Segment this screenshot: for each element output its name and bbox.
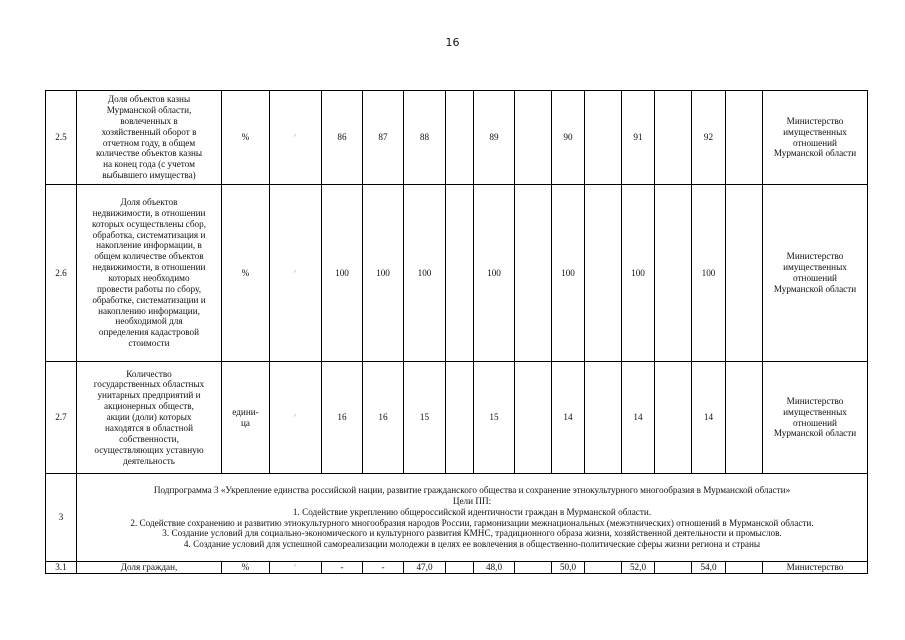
value-cell: 89 bbox=[474, 91, 515, 185]
responsible-body bbox=[763, 362, 868, 474]
responsible-body-line: Мурманской области bbox=[773, 428, 857, 439]
value-cell bbox=[515, 185, 552, 362]
indicator-description-line: акции (доли) которых bbox=[106, 412, 192, 423]
indicators-table bbox=[45, 90, 868, 574]
subprogram-row bbox=[46, 474, 868, 562]
indicator-description bbox=[77, 91, 222, 185]
tick-glyph: ᐟ bbox=[292, 563, 298, 572]
tick-mark-icon bbox=[270, 362, 322, 474]
value-cell: 16 bbox=[363, 362, 404, 474]
unit-cell: % bbox=[222, 91, 270, 185]
value-cell: - bbox=[363, 562, 404, 574]
value-cell: 100 bbox=[363, 185, 404, 362]
value-cell bbox=[515, 362, 552, 474]
value-cell bbox=[655, 362, 692, 474]
indicator-description-line: на конец года (с учетом bbox=[103, 159, 195, 170]
value-cell bbox=[585, 91, 622, 185]
tick-glyph: ᐟ bbox=[292, 413, 298, 422]
indicator-description-line: которых осуществлены сбор, bbox=[91, 218, 207, 229]
value-cell: 86 bbox=[322, 91, 363, 185]
indicator-description-line: деятельность bbox=[123, 455, 175, 466]
value-cell: 14 bbox=[622, 362, 655, 474]
value-cell: 100 bbox=[552, 185, 585, 362]
value-cell: 16 bbox=[322, 362, 363, 474]
responsible-body-line: Министерство bbox=[786, 251, 844, 262]
indicator-description-line: акционерных обществ, bbox=[104, 401, 194, 412]
row-id: 2.5 bbox=[46, 91, 77, 185]
responsible-body-line: отношений bbox=[793, 417, 837, 428]
value-cell: 100 bbox=[404, 185, 446, 362]
indicator-description-line: осуществляющих уставную bbox=[94, 444, 204, 455]
unit-cell: % bbox=[222, 562, 270, 574]
value-cell: 90 bbox=[552, 91, 585, 185]
indicator-description-line: которых необходимо bbox=[108, 273, 190, 283]
value-cell: 100 bbox=[622, 185, 655, 362]
responsible-body-line: Министерство bbox=[786, 115, 844, 126]
indicator-description-line: хозяйственный оборот в bbox=[101, 126, 197, 137]
subprogram-description-line: 1. Содействие укреплению общероссийской идентичности граждан в Мурманской области. bbox=[292, 506, 652, 517]
indicator-description-line: Мурманской области, bbox=[106, 104, 192, 115]
value-cell bbox=[726, 362, 763, 474]
indicator-description-line: обработке, систематизации и bbox=[92, 294, 206, 305]
indicator-description-line: накопление информации, в bbox=[96, 240, 202, 251]
value-cell: 88 bbox=[404, 91, 446, 185]
indicator-description-line: недвижимости, в отношении bbox=[92, 207, 206, 218]
value-cell bbox=[655, 91, 692, 185]
indicator-description bbox=[77, 185, 222, 362]
indicator-description-line: отчетном году, в общем bbox=[102, 137, 196, 148]
subprogram-description-line: 4. Создание условий для успешной самореализации молодежи в целях ее вовлечения в общественно-политические сферы жизни региона и страны bbox=[183, 539, 761, 550]
responsible-body-line: имущественных bbox=[783, 406, 847, 417]
indicator-description-line: обработка, систематизация и bbox=[92, 229, 206, 240]
subprogram-description bbox=[77, 474, 868, 562]
value-cell bbox=[515, 91, 552, 185]
value-cell bbox=[446, 362, 474, 474]
indicator-description-line: недвижимости, в отношении bbox=[92, 262, 206, 273]
unit-cell bbox=[222, 362, 270, 474]
subprogram-description-line: Подпрограмма 3 «Укрепление единства российской нации, развитие гражданского общества и сохранение этнокультурного многообразия в Мурманской области» bbox=[153, 484, 791, 495]
indicator-description-line: Доля объектов казны bbox=[107, 94, 191, 105]
page-number: 16 bbox=[445, 36, 460, 49]
table-row bbox=[46, 91, 868, 185]
value-cell: 92 bbox=[692, 91, 726, 185]
indicator-description-line: находятся в областной bbox=[104, 422, 194, 433]
table-body bbox=[46, 91, 868, 574]
indicator-description-line: количестве объектов казны bbox=[95, 148, 203, 159]
value-cell: 100 bbox=[474, 185, 515, 362]
value-cell: 100 bbox=[692, 185, 726, 362]
unit-cell-line: ца bbox=[241, 417, 250, 428]
value-cell: 54,0 bbox=[692, 562, 726, 574]
responsible-body-line: отношений bbox=[793, 137, 837, 148]
responsible-body-line: Мурманской области bbox=[773, 283, 857, 294]
value-cell bbox=[655, 562, 692, 574]
indicator-description-line: накоплению информации, bbox=[98, 305, 200, 316]
table-row bbox=[46, 562, 868, 574]
tick-glyph: ᐟ bbox=[292, 268, 298, 278]
indicator-description-line: собственности, bbox=[119, 433, 179, 444]
value-cell bbox=[726, 91, 763, 185]
value-cell: 14 bbox=[692, 362, 726, 474]
responsible-body-line: имущественных bbox=[783, 262, 847, 273]
value-cell: 47,0 bbox=[404, 562, 446, 574]
value-cell bbox=[446, 91, 474, 185]
tick-mark-icon bbox=[270, 185, 322, 362]
responsible-body-line: Министерство bbox=[786, 395, 844, 406]
responsible-body-line: отношений bbox=[793, 273, 837, 283]
indicator-description-line: унитарных предприятий и bbox=[97, 390, 201, 401]
indicator-description-line: вовлеченных в bbox=[120, 115, 178, 126]
indicator-description-line: Количество bbox=[126, 368, 172, 379]
indicator-description-line: выбывшего имущества) bbox=[102, 170, 196, 181]
responsible-body bbox=[763, 185, 868, 362]
value-cell: 91 bbox=[622, 91, 655, 185]
value-cell: 87 bbox=[363, 91, 404, 185]
value-cell: 50,0 bbox=[552, 562, 585, 574]
table-row bbox=[46, 362, 868, 474]
row-id: 3.1 bbox=[46, 562, 77, 574]
tick-mark-icon bbox=[270, 91, 322, 185]
value-cell bbox=[446, 185, 474, 362]
value-cell: 15 bbox=[474, 362, 515, 474]
value-cell: 100 bbox=[322, 185, 363, 362]
tick-glyph: ᐟ bbox=[292, 133, 298, 142]
responsible-body-line: Мурманской области bbox=[773, 148, 857, 159]
value-cell bbox=[585, 185, 622, 362]
indicator-description-line: необходимой для bbox=[115, 316, 183, 327]
indicator-description-line: государственных областных bbox=[93, 379, 205, 390]
responsible-body-line: имущественных bbox=[783, 126, 847, 137]
indicator-description-line: определения кадастровой bbox=[98, 327, 200, 338]
unit-cell: % bbox=[222, 185, 270, 362]
indicator-description bbox=[77, 362, 222, 474]
subprogram-description-line: 2. Содействие сохранению и развитию этнокультурного многообразия народов России, гармонизации межнациональных (межэтнических) отношений в Мурманской области. bbox=[130, 517, 814, 528]
value-cell bbox=[585, 362, 622, 474]
value-cell: - bbox=[322, 562, 363, 574]
value-cell: 14 bbox=[552, 362, 585, 474]
indicator-description-line: провести работы по сбору, bbox=[96, 283, 201, 294]
subprogram-id: 3 bbox=[46, 474, 77, 562]
value-cell bbox=[515, 562, 552, 574]
indicator-description: Доля граждан, bbox=[77, 562, 222, 574]
value-cell bbox=[726, 185, 763, 362]
tick-mark-icon bbox=[270, 562, 322, 574]
value-cell: 15 bbox=[404, 362, 446, 474]
responsible-body: Министерство bbox=[763, 562, 868, 574]
value-cell bbox=[655, 185, 692, 362]
table-row bbox=[46, 185, 868, 362]
indicator-description-line: стоимости bbox=[128, 338, 170, 349]
indicator-description-line: Доля объектов bbox=[120, 196, 178, 207]
value-cell: 48,0 bbox=[474, 562, 515, 574]
value-cell bbox=[585, 562, 622, 574]
unit-cell-line: едини- bbox=[232, 406, 259, 417]
indicator-description-line: общем количестве объектов bbox=[94, 251, 204, 262]
row-id: 2.7 bbox=[46, 362, 77, 474]
responsible-body bbox=[763, 91, 868, 185]
value-cell bbox=[446, 562, 474, 574]
value-cell bbox=[726, 562, 763, 574]
subprogram-description-line: 3. Создание условий для социально-экономического и культурного развития КМНС, традиционного образа жизни, хозяйственной деятельности и промыслов. bbox=[162, 528, 782, 539]
value-cell: 52,0 bbox=[622, 562, 655, 574]
row-id: 2.6 bbox=[46, 185, 77, 362]
subprogram-description-line: Цели ПП: bbox=[452, 495, 492, 506]
